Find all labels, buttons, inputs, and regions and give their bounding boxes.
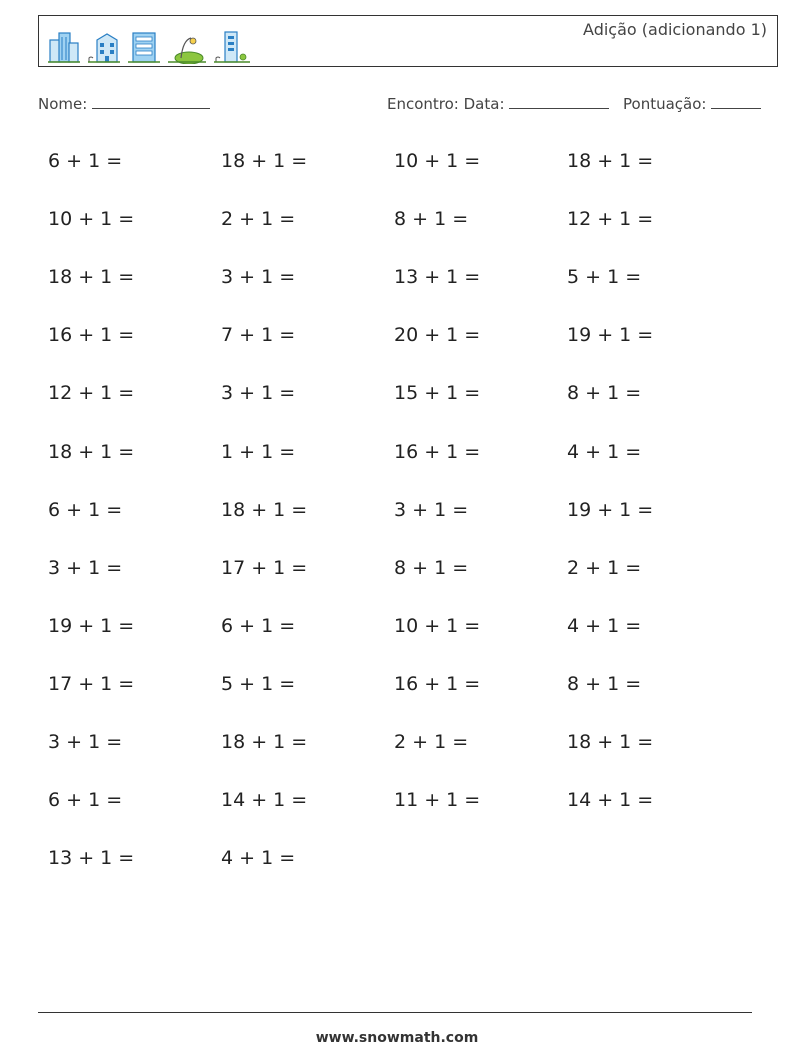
problem-item: 5 + 1 = <box>567 266 642 289</box>
score-field[interactable] <box>623 94 761 113</box>
problem-item: 6 + 1 = <box>48 150 123 172</box>
problem-item: 18 + 1 = <box>221 150 308 172</box>
problem-item: 11 + 1 = <box>394 789 481 812</box>
date-blank[interactable] <box>509 94 609 109</box>
problem-item: 18 + 1 = <box>567 150 654 172</box>
problem-item: 12 + 1 = <box>48 382 135 405</box>
problem-item: 7 + 1 = <box>221 324 296 347</box>
problem-item: 2 + 1 = <box>221 208 296 231</box>
problem-item: 3 + 1 = <box>48 556 123 579</box>
problem-item: 20 + 1 = <box>394 324 481 347</box>
tall-building-icon <box>213 30 251 64</box>
problem-item: 2 + 1 = <box>567 556 642 579</box>
problem-item: 12 + 1 = <box>567 208 654 231</box>
problem-item: 13 + 1 = <box>394 266 481 289</box>
problem-item: 19 + 1 = <box>567 498 654 521</box>
problem-item: 16 + 1 = <box>394 440 481 463</box>
problem-item: 10 + 1 = <box>394 150 481 172</box>
name-label: Nome: <box>38 95 88 113</box>
problem-item: 19 + 1 = <box>48 614 135 637</box>
name-field[interactable] <box>38 94 210 113</box>
date-field[interactable] <box>387 94 609 113</box>
problem-item: 3 + 1 = <box>48 731 123 753</box>
footer-divider <box>38 1012 752 1013</box>
header-icons <box>47 22 251 64</box>
problem-item: 19 + 1 = <box>567 324 654 347</box>
problem-item: 10 + 1 = <box>48 208 135 231</box>
footer-website: www.snowmath.com <box>315 1030 479 1046</box>
problem-item: 14 + 1 = <box>567 789 654 812</box>
name-blank[interactable] <box>92 94 210 109</box>
problem-item: 10 + 1 = <box>394 614 481 637</box>
problem-item: 18 + 1 = <box>48 440 135 463</box>
problem-item: 13 + 1 = <box>48 847 135 870</box>
problem-item: 6 + 1 = <box>48 789 123 812</box>
problem-item: 3 + 1 = <box>221 266 296 289</box>
problem-item: 1 + 1 = <box>221 440 296 463</box>
problem-item: 2 + 1 = <box>394 731 469 753</box>
worksheet-header <box>38 15 778 67</box>
problem-item: 6 + 1 = <box>48 498 123 521</box>
problem-item: 8 + 1 = <box>567 672 642 695</box>
problem-item: 4 + 1 = <box>221 847 296 870</box>
problem-item: 8 + 1 = <box>567 382 642 405</box>
problem-item: 17 + 1 = <box>221 556 308 579</box>
problem-item: 15 + 1 = <box>394 382 481 405</box>
score-label: Pontuação: <box>623 95 707 113</box>
worksheet-title: Adição (adicionando 1) <box>583 20 767 39</box>
problem-item: 16 + 1 = <box>48 324 135 347</box>
problem-item: 5 + 1 = <box>221 672 296 695</box>
problem-item: 8 + 1 = <box>394 556 469 579</box>
problem-item: 17 + 1 = <box>48 672 135 695</box>
problem-item: 4 + 1 = <box>567 440 642 463</box>
problem-item: 18 + 1 = <box>48 266 135 289</box>
problem-item: 16 + 1 = <box>394 672 481 695</box>
score-blank[interactable] <box>711 94 761 109</box>
office-building-icon <box>47 30 81 64</box>
apartment-building-icon <box>87 30 121 64</box>
problem-item: 6 + 1 = <box>221 614 296 637</box>
problem-item: 18 + 1 = <box>221 498 308 521</box>
problem-item: 14 + 1 = <box>221 789 308 812</box>
problem-item: 3 + 1 = <box>221 382 296 405</box>
tower-building-icon <box>127 30 161 64</box>
problem-item: 18 + 1 = <box>567 731 654 753</box>
problem-item: 3 + 1 = <box>394 498 469 521</box>
date-label: Encontro: Data: <box>387 95 505 113</box>
problem-item: 4 + 1 = <box>567 614 642 637</box>
problem-item: 8 + 1 = <box>394 208 469 231</box>
park-tree-icon <box>167 30 207 64</box>
problem-item: 18 + 1 = <box>221 731 308 753</box>
